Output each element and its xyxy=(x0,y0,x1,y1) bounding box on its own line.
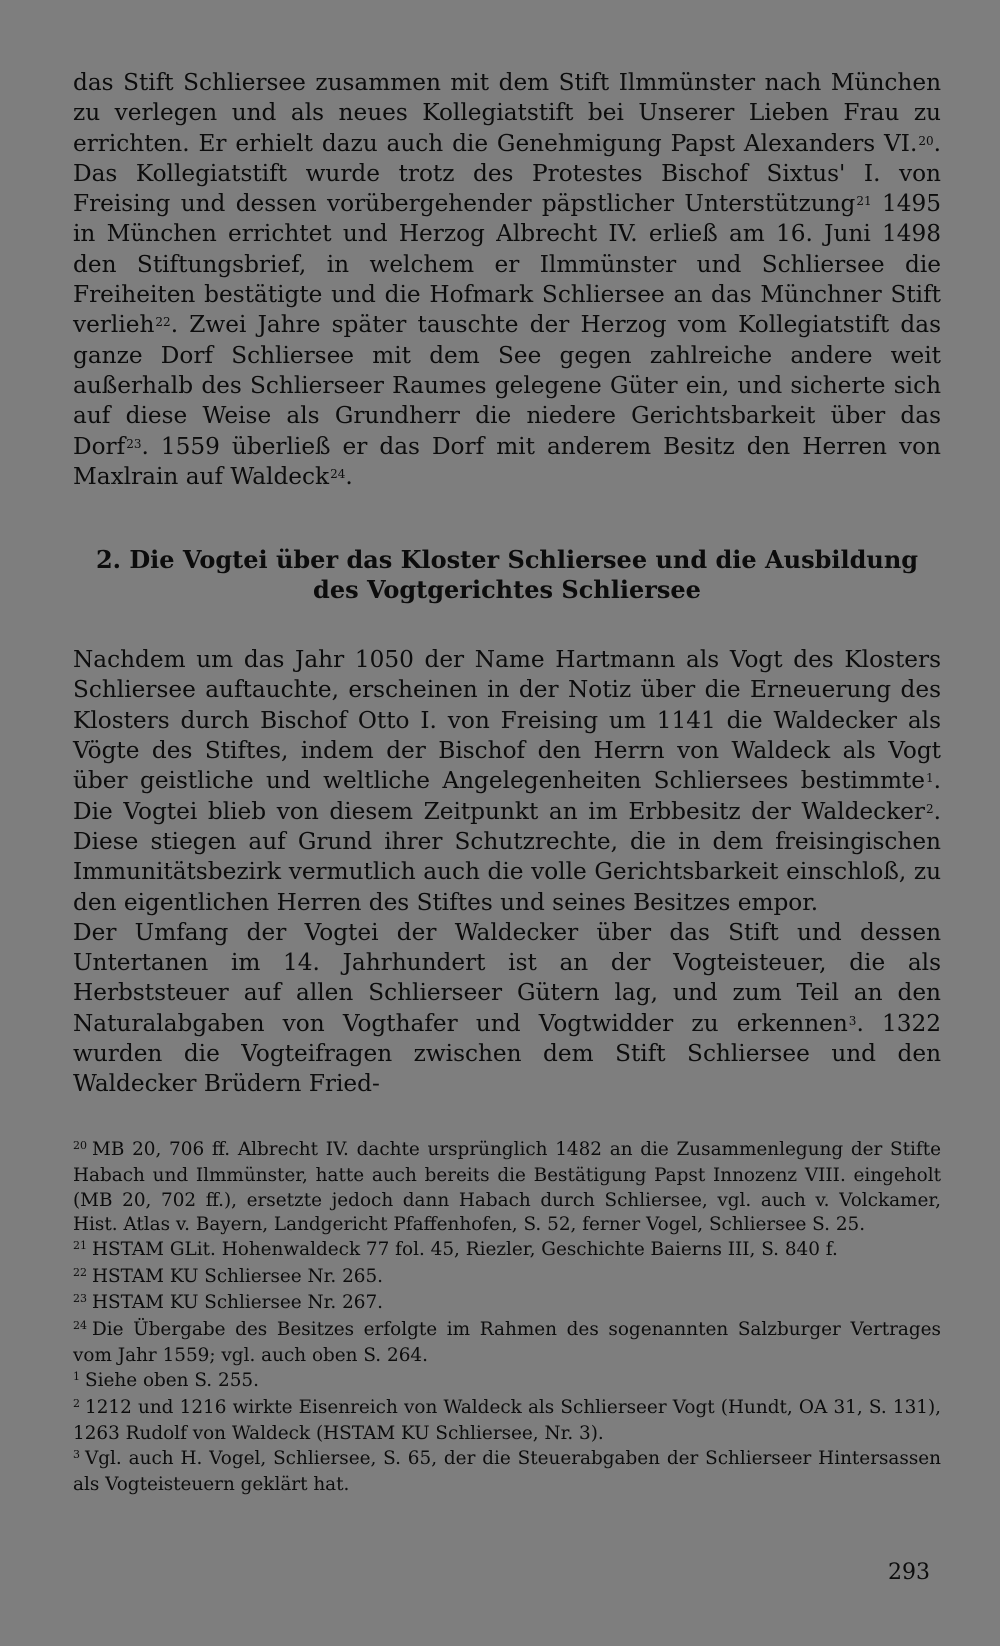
footnote-text: 1212 und 1216 wirkte Eisenreich von Waldeck als Schlierseer Vogt (Hundt, OA 31, S. 131), 1263 Rudolf von Waldeck (HSTAM KU Schliersee, Nr. 3). xyxy=(73,1396,941,1445)
footnote xyxy=(73,1369,941,1396)
footnote-ref: 23 xyxy=(126,436,142,451)
paragraph-3 xyxy=(73,918,941,1100)
footnote-number: 20 xyxy=(73,1138,87,1152)
footnote-number: 21 xyxy=(73,1238,87,1252)
footnotes xyxy=(73,1138,941,1498)
footnote-text: Die Übergabe des Besitzes erfolgte im Rahmen des sogenannten Salzburger Vertrages vom Jahr 1559; vgl. auch oben S. 264. xyxy=(73,1318,941,1367)
footnote-number: 1 xyxy=(73,1369,80,1383)
footnote-ref: 3 xyxy=(848,1013,857,1028)
footnote-number: 24 xyxy=(73,1318,87,1332)
page-number: 293 xyxy=(888,1560,930,1585)
footnote xyxy=(73,1447,941,1498)
footnote-number: 2 xyxy=(73,1396,80,1410)
footnote xyxy=(73,1265,941,1292)
footnote-ref: 21 xyxy=(856,194,872,209)
footnote-ref: 20 xyxy=(918,133,934,148)
footnote xyxy=(73,1396,941,1447)
page-content xyxy=(73,68,941,1498)
text-run: . 1322 wurden die Vogteifragen zwischen dem Stift Schliersee und den Waldecker Brüdern Fried- xyxy=(73,1009,941,1098)
footnote xyxy=(73,1291,941,1318)
text-run: . xyxy=(345,462,353,490)
text-run: Nachdem um das Jahr 1050 der Name Hartmann als Vogt des Klosters Schliersee auftauchte, erscheinen in der Notiz über die Erneuerung des Klosters durch Bischof Otto I. von Freising um 1141 die Waldecker als Vögte des Stiftes, indem der Bischof den Herrn von Waldeck als Vogt über geistliche und weltliche Angelegenheiten Schliersees bestimmte xyxy=(73,646,941,795)
footnote-number: 23 xyxy=(73,1292,87,1306)
footnote-text: Siehe oben S. 255. xyxy=(85,1369,259,1391)
text-run: . Diese stiegen auf Grund ihrer Schutzrechte, die in dem freisingischen Immunitätsbezirk vermutlich auch die volle Gerichtsbarkeit einschloß, zu den eigentlichen Herren des Stiftes und seines Besitzes empor. xyxy=(73,797,941,916)
footnote-number: 3 xyxy=(73,1447,80,1461)
text-run: . Zwei Jahre später tauschte der Herzog vom Kollegiatstift das ganze Dorf Schliersee mit dem See gegen zahlreiche andere weit außerhalb des Schlierseer Raumes gelegene Güter ein, und sicherte sich auf diese Weise als Grundherr die niedere Gerichtsbarkeit über das Dorf xyxy=(73,311,941,460)
footnote-ref: 22 xyxy=(155,315,171,330)
footnote-ref: 1 xyxy=(925,771,934,786)
footnote-text: MB 20, 706 ff. Albrecht IV. dachte ursprünglich 1482 an die Zusammenlegung der Stifte Habach und Ilmmünster, hatte auch bereits die Bestätigung Papst Innozenz VIII. eingeholt (MB 20, 702 ff.), ersetzte jedoch dann Habach durch Schliersee, vgl. auch v. Volckamer, Hist. Atlas v. Bayern, Landgericht Pfaffenhofen, S. 52, ferner Vogel, Schliersee S. 25. xyxy=(73,1138,941,1236)
footnote-text: HSTAM GLit. Hohenwaldeck 77 fol. 45, Riezler, Geschichte Baierns III, S. 840 f. xyxy=(92,1238,838,1260)
text-run: 1495 in München errichtet und Herzog Albrecht IV. erließ am 16. Juni 1498 den Stiftungsbrief, in welchem er Ilmmünster und Schliersee die Freiheiten bestätigte und die Hofmark Schliersee an das Münchner Stift verlieh xyxy=(73,190,941,339)
text-run: das Stift Schliersee zusammen mit dem Stift Ilmmünster nach München zu verlegen und als neues Kollegiatstift bei Unserer Lieben Frau zu errichten. Er erhielt dazu auch die Genehmigung Papst Alexanders VI. xyxy=(73,69,941,157)
footnote-ref: 2 xyxy=(925,801,934,816)
text-run: . 1559 überließ er das Dorf mit anderem Besitz den Herren von Maxlrain auf Waldeck xyxy=(73,432,941,490)
footnote xyxy=(73,1238,941,1265)
footnote-text: HSTAM KU Schliersee Nr. 267. xyxy=(92,1292,384,1314)
footnote-text: HSTAM KU Schliersee Nr. 265. xyxy=(92,1265,384,1287)
footnote-text: Vgl. auch H. Vogel, Schliersee, S. 65, der die Steuerabgaben der Schlierseer Hintersassen als Vogteisteuern geklärt hat. xyxy=(73,1447,941,1496)
section-heading: 2. Die Vogtei über das Kloster Schliersee und die Ausbildung des Vogtgerichtes Schliersee xyxy=(95,545,919,605)
main-text xyxy=(73,68,941,1100)
paragraph-1 xyxy=(73,68,941,492)
footnote xyxy=(73,1318,941,1369)
text-run: . Die Vogtei blieb von diesem Zeitpunkt an im Erbbesitz der Waldecker xyxy=(73,767,941,825)
text-run: Der Umfang der Vogtei der Waldecker über das Stift und dessen Untertanen im 14. Jahrhundert ist an der Vogteisteuer, die als Herbststeuer auf allen Schlierseer Gütern lag, und zum Teil an den Naturalabgaben von Vogthafer und Vogtwidder zu erkennen xyxy=(73,918,941,1037)
footnote-ref: 24 xyxy=(330,466,346,481)
paragraph-2 xyxy=(73,645,941,918)
text-run: . Das Kollegiatstift wurde trotz des Protestes Bischof Sixtus' I. von Freising und dessen vorübergehender päpstlicher Unterstützung xyxy=(73,129,941,218)
footnote-number: 22 xyxy=(73,1265,87,1279)
footnote xyxy=(73,1138,941,1238)
